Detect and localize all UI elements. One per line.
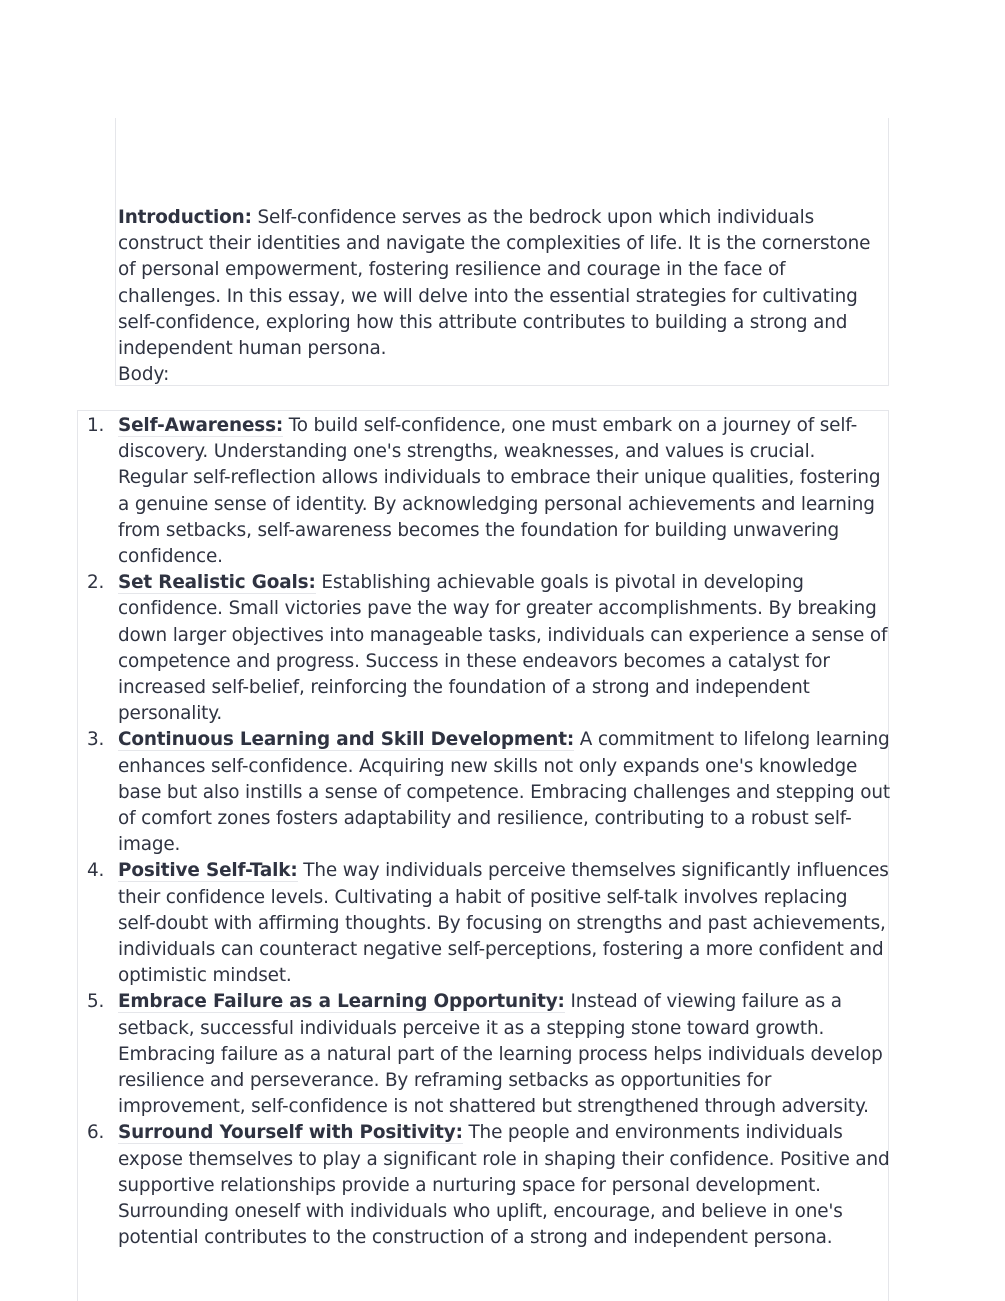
- list-item-text: The people and environments individuals expose themselves to play a significant role in shaping their confidence. Positive and supportive relationships provide a nurturing space for personal development. Surrounding oneself with individuals who uplift, encourage, and believe in one's potential contributes to the construction of a strong and independent persona.: [118, 1122, 890, 1249]
- list-item-title: Set Realistic Goals:: [118, 572, 316, 594]
- list-item-title: Continuous Learning and Skill Development:: [118, 729, 575, 751]
- strategy-list: [87, 413, 890, 1252]
- list-item: [87, 570, 890, 727]
- list-item-number: 3.: [87, 729, 105, 751]
- list-item-text: To build self-confidence, one must embark on a journey of self-discovery. Understanding one's strengths, weaknesses, and values is crucial. Regular self-reflection allows individuals to embrace their unique qualities, fostering a genuine sense of identity. By acknowledging personal achievements and learning from setbacks, self-awareness becomes the foundation for building unwavering confidence.: [118, 415, 881, 568]
- list-item-text: Instead of viewing failure as a setback, successful individuals perceive it as a stepping stone toward growth. Embracing failure as a natural part of the learning process helps individuals develop resilience and perseverance. By reframing setbacks as opportunities for improvement, self-confidence is not shattered but strengthened through adversity.: [118, 991, 883, 1118]
- list-item-number: 2.: [87, 572, 105, 594]
- body-heading: Body:: [118, 364, 170, 385]
- list-item-number: 6.: [87, 1122, 105, 1144]
- list-item-title: Surround Yourself with Positivity:: [118, 1122, 463, 1144]
- list-item-number: 1.: [87, 415, 105, 436]
- list-item-title: Self-Awareness:: [118, 415, 284, 436]
- intro-label: Introduction:: [118, 207, 252, 228]
- list-item-title: Embrace Failure as a Learning Opportunity:: [118, 991, 565, 1013]
- list-item: [87, 727, 890, 858]
- list-item: [87, 413, 890, 570]
- list-item-number: 4.: [87, 860, 105, 882]
- list-item-number: 5.: [87, 991, 105, 1013]
- list-item: [87, 989, 890, 1120]
- list-item: [87, 858, 890, 989]
- list-item-text: Establishing achievable goals is pivotal in developing confidence. Small victories pave the way for greater accomplishments. By breaking down larger objectives into manageable tasks, individuals can experience a sense of competence and progress. Success in these endeavors becomes a catalyst for increased self-belief, reinforcing the foundation of a strong and independent personality.: [118, 572, 888, 725]
- list-item: [87, 1120, 890, 1251]
- intro-text: Self-confidence serves as the bedrock upon which individuals construct their identities and navigate the complexities of life. It is the cornerstone of personal empowerment, fostering resilience and courage in the face of challenges. In this essay, we will delve into the essential strategies for cultivating self-confidence, exploring how this attribute contributes to building a strong and independent human persona.: [118, 207, 871, 360]
- list-item-text: The way individuals perceive themselves significantly influences their confidence levels. Cultivating a habit of positive self-talk involves replacing self-doubt with affirming thoughts. By focusing on strengths and past achievements, individuals can counteract negative self-perceptions, fostering a more confident and optimistic mindset.: [118, 860, 889, 987]
- list-item-text: A commitment to lifelong learning enhances self-confidence. Acquiring new skills not only expands one's knowledge base but also instills a sense of competence. Embracing challenges and stepping out of comfort zones fosters adaptability and resilience, contributing to a robust self-image.: [118, 729, 890, 856]
- intro-paragraph: [118, 205, 888, 362]
- list-item-title: Positive Self-Talk:: [118, 860, 298, 882]
